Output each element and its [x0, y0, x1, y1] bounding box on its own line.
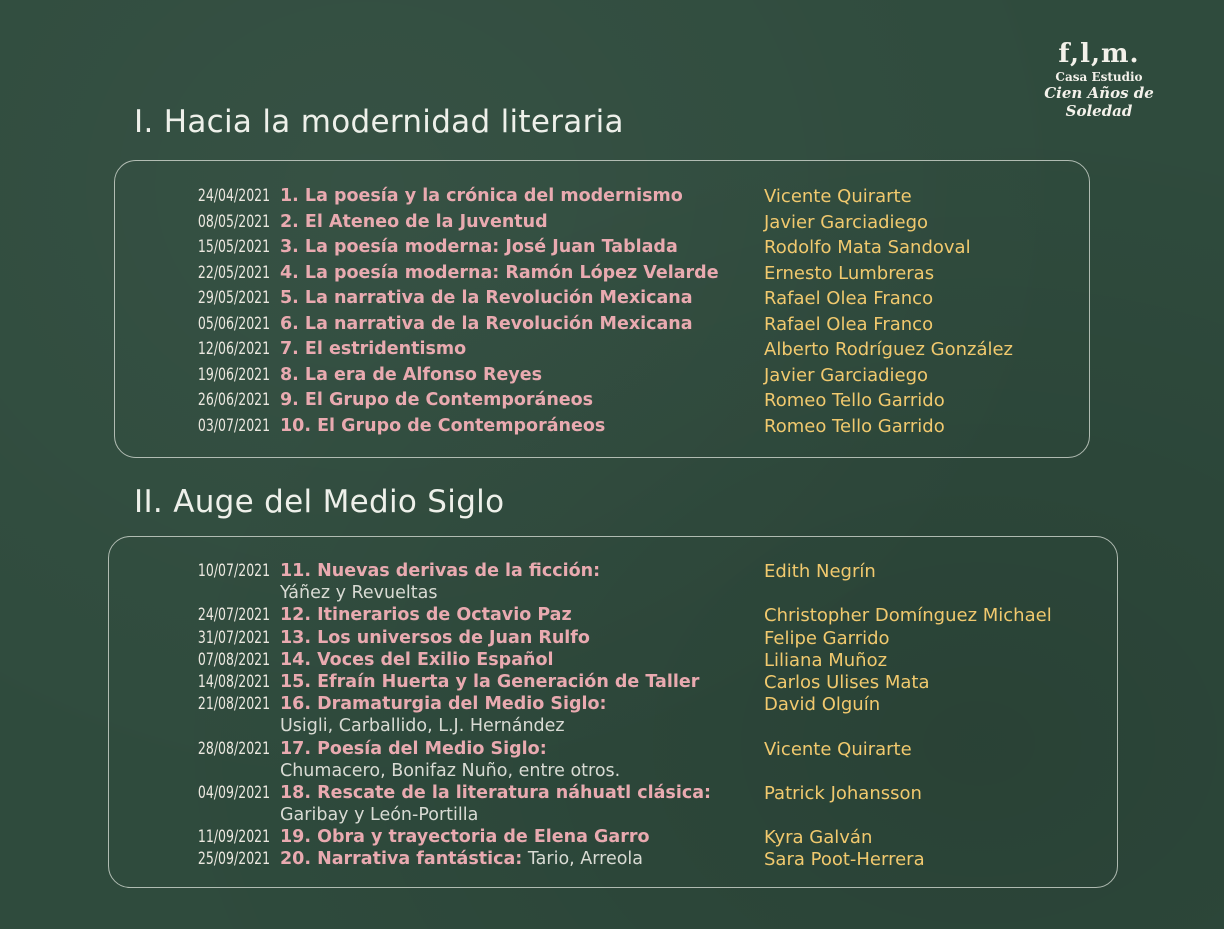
session-row	[0, 605, 1224, 627]
session-speaker: Vicente Quirarte	[764, 738, 912, 760]
session-title-text: 9. El Grupo de Contemporáneos	[280, 390, 594, 410]
session-speaker: Rafael Olea Franco	[764, 313, 934, 335]
session-title	[280, 827, 650, 847]
session-speaker: David Olguín	[764, 694, 881, 716]
session-row	[0, 650, 1224, 672]
session-row	[0, 827, 1224, 849]
session-date: 03/07/2021	[197, 415, 270, 436]
session-title-text: 16. Dramaturgia del Medio Siglo:	[280, 694, 607, 715]
session-title	[280, 849, 643, 869]
session-title	[280, 263, 719, 283]
session-title-text: 10. El Grupo de Contemporáneos	[280, 415, 606, 436]
session-row	[0, 263, 1224, 289]
session-title-text: 7. El estridentismo	[280, 339, 467, 359]
session-row	[0, 390, 1224, 416]
session-continuation: Garibay y León-Portilla	[280, 805, 479, 826]
session-speaker: Kyra Galván	[764, 827, 873, 849]
session-date: 21/08/2021	[197, 694, 270, 715]
session-title	[280, 186, 683, 206]
session-title-text: 15. Efraín Huerta y la Generación de Taller	[280, 671, 700, 692]
session-speaker: Romeo Tello Garrido	[764, 415, 945, 437]
session-continuation: Yáñez y Revueltas	[280, 583, 438, 604]
session-title-text: 6. La narrativa de la Revolución Mexicana	[280, 313, 693, 334]
session-title-text: 11. Nuevas derivas de la ficción:	[280, 561, 601, 581]
session-date: 10/07/2021	[197, 561, 270, 581]
session-title	[280, 416, 605, 436]
session-title-text: 19. Obra y trayectoria de Elena Garro	[280, 827, 650, 848]
session-continuation-row	[0, 583, 1224, 605]
session-date: 26/06/2021	[197, 390, 270, 410]
session-title-text: 18. Rescate de la literatura náhuatl clásica:	[280, 782, 712, 803]
session-title	[280, 365, 542, 385]
session-speaker: Patrick Johansson	[764, 782, 922, 804]
session-title	[280, 694, 607, 714]
session-continuation-row	[0, 805, 1224, 827]
session-speaker: Romeo Tello Garrido	[764, 390, 945, 411]
session-date: 12/06/2021	[197, 339, 270, 359]
session-continuation-row	[0, 716, 1224, 738]
session-row	[0, 314, 1224, 340]
session-title	[280, 650, 553, 670]
session-date: 25/09/2021	[197, 849, 270, 870]
session-title	[280, 314, 693, 334]
session-row	[0, 849, 1224, 871]
session-title-text: 4. La poesía moderna: Ramón López Velarde	[280, 262, 719, 283]
session-row	[0, 628, 1224, 650]
session-date: 11/09/2021	[197, 827, 270, 848]
session-title	[280, 212, 548, 232]
session-title	[280, 628, 590, 648]
session-date: 19/06/2021	[197, 364, 270, 385]
session-date: 31/07/2021	[197, 627, 270, 648]
session-title	[280, 339, 466, 359]
session-row	[0, 783, 1224, 805]
session-date: 29/05/2021	[197, 288, 270, 308]
session-date: 08/05/2021	[197, 211, 270, 232]
session-title	[280, 605, 572, 625]
session-title	[280, 561, 600, 581]
session-speaker: Rodolfo Mata Sandoval	[764, 237, 971, 258]
session-title-text: 12. Itinerarios de Octavio Paz	[280, 605, 572, 626]
session-date: 05/06/2021	[197, 313, 270, 334]
session-continuation-row	[0, 761, 1224, 783]
session-title-text: 13. Los universos de Juan Rulfo	[280, 627, 590, 648]
section-title-2: II. Auge del Medio Siglo	[134, 484, 505, 520]
session-row	[0, 212, 1224, 238]
session-title	[280, 390, 593, 410]
session-title	[280, 288, 693, 308]
session-subtitle: Tario, Arreola	[522, 849, 644, 870]
session-continuation: Usigli, Carballido, L.J. Hernández	[280, 716, 565, 737]
section-title-1: I. Hacia la modernidad literaria	[134, 104, 624, 140]
session-title-text: 20. Narrativa fantástica:	[280, 849, 523, 870]
session-continuation: Chumacero, Bonifaz Nuño, entre otros.	[280, 760, 621, 781]
session-date: 04/09/2021	[197, 782, 270, 803]
session-speaker: Liliana Muñoz	[764, 649, 888, 671]
session-row	[0, 694, 1224, 716]
session-speaker: Alberto Rodríguez González	[764, 339, 1013, 360]
session-speaker: Edith Negrín	[764, 561, 876, 582]
session-speaker: Christopher Domínguez Michael	[764, 605, 1052, 627]
session-speaker: Carlos Ulises Mata	[764, 671, 930, 693]
session-date: 24/07/2021	[197, 605, 270, 626]
session-speaker: Javier Garciadiego	[764, 364, 929, 386]
session-title-text: 1. La poesía y la crónica del modernismo	[280, 186, 683, 206]
session-date: 24/04/2021	[197, 186, 270, 206]
session-speaker: Ernesto Lumbreras	[764, 262, 935, 284]
session-date: 15/05/2021	[197, 237, 270, 257]
session-row	[0, 561, 1224, 583]
section-2-schedule	[0, 561, 1224, 872]
session-date: 28/08/2021	[197, 738, 270, 759]
session-row	[0, 739, 1224, 761]
session-speaker: Vicente Quirarte	[764, 186, 912, 207]
session-date: 22/05/2021	[197, 262, 270, 283]
session-title	[280, 237, 678, 257]
session-title-text: 3. La poesía moderna: José Juan Tablada	[280, 237, 678, 257]
session-row	[0, 365, 1224, 391]
session-row	[0, 339, 1224, 365]
session-title	[280, 672, 699, 692]
session-row	[0, 416, 1224, 442]
session-title-text: 8. La era de Alfonso Reyes	[280, 364, 543, 385]
session-row	[0, 186, 1224, 212]
session-title-text: 2. El Ateneo de la Juventud	[280, 211, 548, 232]
session-title-text: 5. La narrativa de la Revolución Mexicana	[280, 288, 693, 308]
session-date: 07/08/2021	[197, 649, 270, 670]
session-title	[280, 739, 547, 759]
session-speaker: Javier Garciadiego	[764, 211, 929, 233]
session-title-text: 17. Poesía del Medio Siglo:	[280, 738, 547, 759]
section-1-schedule	[0, 186, 1224, 441]
session-speaker: Felipe Garrido	[764, 627, 890, 649]
session-date: 14/08/2021	[197, 671, 270, 692]
session-title	[280, 783, 711, 803]
session-speaker: Sara Poot-Herrera	[764, 849, 925, 871]
flm-logo	[1014, 40, 1184, 120]
logo-line-1: Casa Estudio	[1055, 70, 1143, 84]
session-row	[0, 237, 1224, 263]
session-speaker: Rafael Olea Franco	[764, 288, 934, 309]
session-row	[0, 672, 1224, 694]
session-row	[0, 288, 1224, 314]
logo-mark: f,l,m.	[1058, 39, 1140, 69]
session-title-text: 14. Voces del Exilio Español	[280, 649, 554, 670]
logo-line-2: Cien Años de Soledad	[1044, 84, 1154, 120]
